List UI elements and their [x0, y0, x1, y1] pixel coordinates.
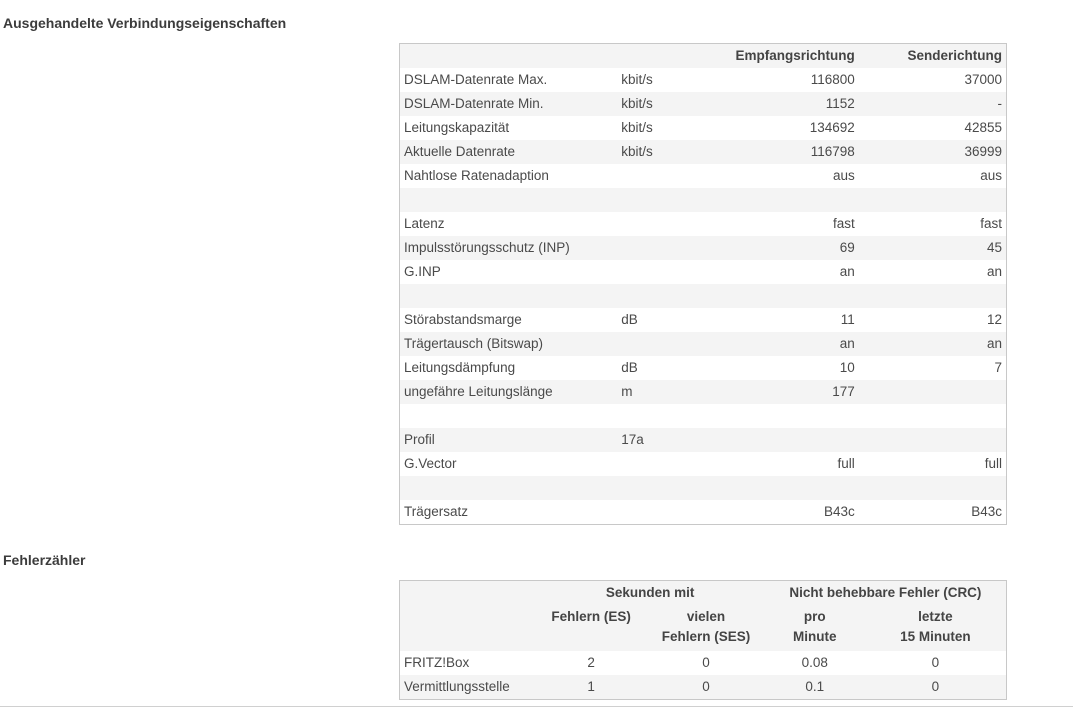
table-row [400, 308, 1007, 332]
cell-tx: 45 [986, 240, 1002, 255]
cell-rx: 69 [839, 240, 855, 255]
header-line: Fehlern (ES) [551, 609, 631, 624]
cell-unit [617, 476, 717, 500]
cell-tx: 36999 [964, 144, 1002, 159]
cell-tx [859, 476, 1007, 500]
cell-rx [717, 404, 859, 428]
cell-label: Impulsstörungsschutz (INP) [404, 240, 570, 255]
cell-label [400, 188, 618, 212]
header-send-direction: Senderichtung [907, 48, 1002, 63]
cell-tx: 42855 [964, 120, 1002, 135]
header-ses [647, 605, 765, 651]
header-line: pro [803, 609, 826, 624]
table-row [400, 260, 1007, 284]
cell-ses: 0 [702, 655, 710, 670]
table-row [400, 356, 1007, 380]
cell-rx: 1152 [825, 96, 855, 111]
table-row [400, 68, 1007, 92]
cell-unit: 17a [621, 432, 644, 447]
cell-crc-15: 0 [931, 679, 940, 694]
cell-crc-min: 0.08 [801, 655, 828, 670]
table-row [400, 188, 1007, 212]
header-line: Minute [793, 629, 837, 644]
cell-unit: m [621, 384, 633, 399]
cell-tx: - [997, 96, 1002, 111]
cell-label: Störabstandsmarge [404, 312, 522, 327]
cell-rx [717, 428, 859, 452]
cell-tx [859, 428, 1007, 452]
cell-rx: 134692 [809, 120, 855, 135]
row-label: FRITZ!Box [404, 655, 470, 670]
cell-unit: dB [621, 360, 638, 375]
cell-label: G.INP [404, 264, 441, 279]
cell-tx [859, 188, 1007, 212]
empty-header [400, 605, 536, 651]
cell-unit: kbit/s [621, 120, 653, 135]
table-row [400, 236, 1007, 260]
cell-label [400, 404, 618, 428]
header-crc-per-minute [765, 605, 865, 651]
table-row [400, 332, 1007, 356]
cell-unit [617, 212, 717, 236]
cell-rx: 116798 [810, 144, 855, 159]
table-row-fritzbox [400, 651, 1007, 675]
group-header-row [400, 581, 1007, 606]
cell-unit [617, 500, 717, 525]
cell-tx [859, 284, 1007, 308]
cell-unit [617, 404, 717, 428]
cell-tx: 37000 [964, 72, 1002, 87]
cell-tx: aus [980, 168, 1002, 183]
table-row [400, 116, 1007, 140]
cell-rx: an [839, 264, 855, 279]
cell-label: Profil [404, 432, 435, 447]
header-label [400, 44, 618, 69]
cell-unit [617, 452, 717, 476]
cell-rx: 116800 [810, 72, 855, 87]
cell-tx: 7 [994, 360, 1002, 375]
cell-label: G.Vector [404, 456, 457, 471]
cell-unit [617, 164, 717, 188]
header-line: vielen [686, 609, 726, 624]
table-row [400, 140, 1007, 164]
cell-label: ungefähre Leitungslänge [404, 384, 553, 399]
section-title-connection-properties: Ausgehandelte Verbindungseigenschaften [3, 15, 287, 31]
table-row [400, 284, 1007, 308]
sub-header-row [400, 605, 1007, 651]
table-row [400, 164, 1007, 188]
connection-properties-table [399, 43, 1007, 525]
cell-tx: an [986, 336, 1002, 351]
cell-es: 2 [587, 655, 595, 670]
cell-es: 1 [587, 679, 595, 694]
cell-rx: 177 [832, 384, 855, 399]
cell-rx [717, 284, 859, 308]
table-row [400, 500, 1007, 525]
cell-rx: 11 [840, 312, 855, 327]
cell-tx: B43c [971, 504, 1002, 519]
cell-rx [717, 476, 859, 500]
cell-tx: fast [980, 216, 1002, 231]
table-row [400, 476, 1007, 500]
cell-unit: kbit/s [621, 96, 653, 111]
table-row [400, 212, 1007, 236]
cell-tx [859, 380, 1007, 404]
table-row [400, 92, 1007, 116]
cell-tx [859, 404, 1007, 428]
table-header-row [400, 44, 1007, 69]
cell-label: Nahtlose Ratenadaption [404, 168, 549, 183]
table-row [400, 380, 1007, 404]
cell-unit [617, 236, 717, 260]
cell-label: DSLAM-Datenrate Min. [404, 96, 544, 111]
header-unit [617, 44, 717, 69]
cell-label: Trägersatz [404, 504, 469, 519]
cell-label [400, 476, 618, 500]
cell-unit: dB [621, 312, 638, 327]
cell-rx: an [839, 336, 855, 351]
empty-header [400, 581, 536, 606]
cell-unit: kbit/s [621, 144, 653, 159]
cell-crc-15: 0 [931, 655, 940, 670]
cell-unit [617, 260, 717, 284]
header-seconds-with: Sekunden mit [605, 585, 695, 600]
cell-label: Latenz [404, 216, 445, 231]
cell-tx: full [984, 456, 1002, 471]
cell-label [400, 284, 618, 308]
header-receive-direction: Empfangsrichtung [735, 48, 855, 63]
header-es [535, 605, 647, 651]
cell-label: DSLAM-Datenrate Max. [404, 72, 548, 87]
cell-crc-min: 0.1 [805, 679, 825, 694]
table-row [400, 452, 1007, 476]
cell-unit [617, 188, 717, 212]
error-counters-table [399, 580, 1007, 700]
section-title-error-counters: Fehlerzähler [3, 552, 86, 568]
header-line: 15 Minuten [900, 629, 971, 644]
cell-rx: fast [832, 216, 855, 231]
cell-label: Leitungskapazität [404, 120, 510, 135]
cell-tx: 12 [986, 312, 1002, 327]
cell-label: Leitungsdämpfung [404, 360, 516, 375]
cell-unit: kbit/s [621, 72, 653, 87]
header-line: letzte [918, 609, 953, 624]
table-row [400, 428, 1007, 452]
table-row-exchange [400, 675, 1007, 700]
cell-label: Trägertausch (Bitswap) [404, 336, 544, 351]
header-line: Fehlern (SES) [661, 629, 751, 644]
cell-rx: 10 [839, 360, 855, 375]
divider [0, 706, 1073, 707]
cell-label: Aktuelle Datenrate [404, 144, 516, 159]
cell-unit [617, 284, 717, 308]
cell-unit [617, 332, 717, 356]
header-crc-15-minutes [865, 605, 1007, 651]
cell-tx: an [986, 264, 1002, 279]
header-crc-errors: Nicht behebbare Fehler (CRC) [789, 585, 982, 600]
cell-rx: full [837, 456, 855, 471]
cell-rx: aus [832, 168, 855, 183]
cell-rx [717, 188, 859, 212]
cell-rx: B43c [823, 504, 855, 519]
table-row [400, 404, 1007, 428]
cell-ses: 0 [702, 679, 710, 694]
row-label: Vermittlungsstelle [404, 679, 510, 694]
